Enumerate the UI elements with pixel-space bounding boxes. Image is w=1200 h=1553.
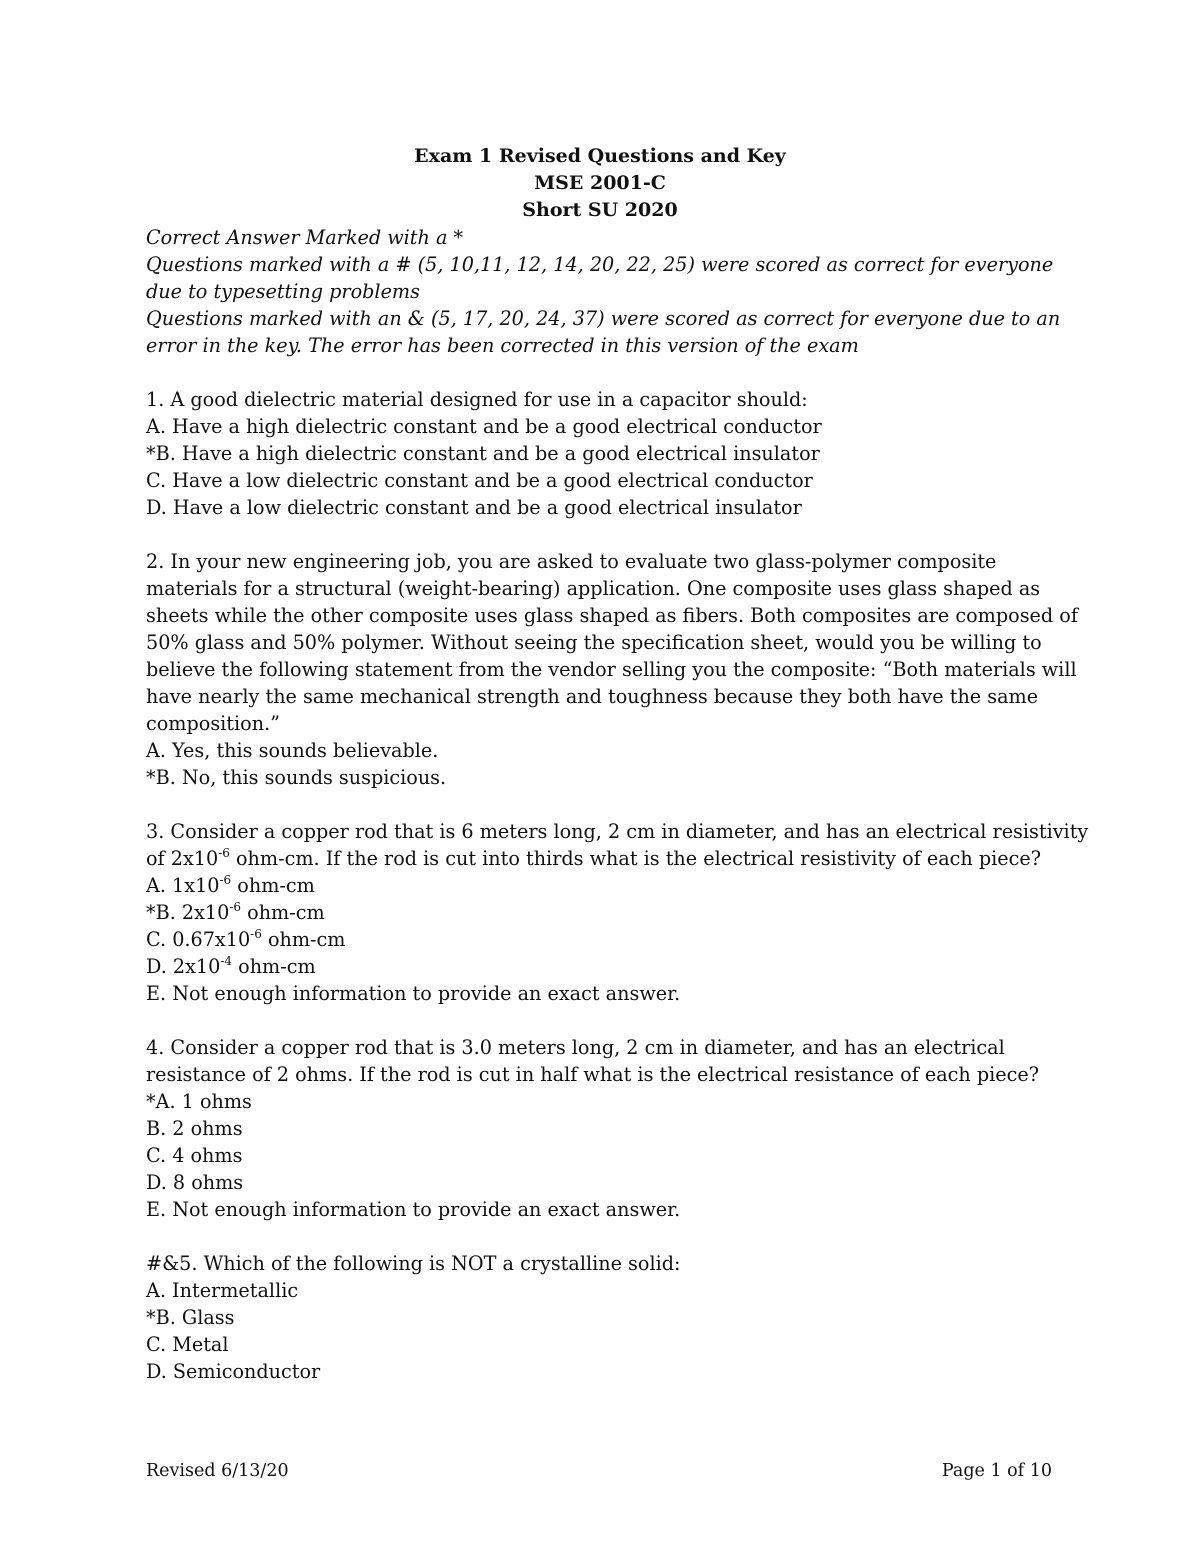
text-run: A. 1x10	[146, 874, 220, 897]
question-5	[146, 1250, 1056, 1385]
question-stem-line: believe the following statement from the vendor selling you the composite: “Both materials will	[146, 658, 1077, 681]
spacer	[146, 1007, 1056, 1034]
question-stem: 1. A good dielectric material designed for use in a capacitor should:	[146, 388, 808, 411]
text-run: ohm-cm. If the rod is cut into thirds what is the electrical resistivity of each piece?	[229, 847, 1042, 870]
question-stem-line: 50% glass and 50% polymer. Without seeing the specification sheet, would you be willing to	[146, 631, 1042, 654]
answer-option: A. Intermetallic	[146, 1279, 299, 1302]
question-stem-line: resistance of 2 ohms. If the rod is cut in half what is the electrical resistance of each piece?	[146, 1063, 1040, 1086]
text-run: ohm-cm	[261, 928, 346, 951]
exponent: -6	[229, 899, 242, 914]
answer-option: D. 8 ohms	[146, 1171, 244, 1194]
note-key-error-line2: error in the key. The error has been corrected in this version of the exam	[146, 334, 859, 357]
exponent: -6	[219, 872, 232, 887]
text-run: ohm-cm	[232, 955, 316, 978]
note-answer-marker: Correct Answer Marked with a *	[146, 226, 464, 249]
notes-block	[146, 224, 1061, 359]
spacer	[146, 359, 1056, 386]
exponent: -6	[250, 926, 262, 941]
exponent: -6	[218, 845, 230, 860]
exam-content	[146, 224, 1089, 1385]
question-stem-line: composition.”	[146, 712, 280, 735]
course-code: MSE 2001-C	[534, 172, 666, 194]
note-key-error-line1: Questions marked with an & (5, 17, 20, 24, 37) were scored as correct for everyone due to an	[146, 307, 1061, 330]
answer-option: C. Have a low dielectric constant and be a good electrical conductor	[146, 469, 813, 492]
answer-option-correct: *B. Have a high dielectric constant and be a good electrical insulator	[146, 442, 820, 465]
answer-option	[146, 872, 1056, 899]
exam-title: Exam 1 Revised Questions and Key	[414, 145, 786, 167]
spacer	[146, 1223, 1056, 1250]
text-run: ohm-cm	[231, 874, 315, 897]
question-stem-line: have nearly the same mechanical strength and toughness because they both have the same	[146, 685, 1039, 708]
text-run: ohm-cm	[241, 901, 325, 924]
question-1	[146, 386, 1056, 521]
answer-option: A. Yes, this sounds believable.	[146, 739, 439, 762]
answer-option-correct: *B. Glass	[146, 1306, 235, 1329]
answer-option-correct: *B. No, this sounds suspicious.	[146, 766, 447, 789]
text-run: D. 2x10	[146, 955, 221, 978]
question-stem-line: 2. In your new engineering job, you are asked to evaluate two glass-polymer composite	[146, 550, 997, 573]
title-block	[0, 143, 1200, 224]
text-run: of 2x10	[146, 847, 219, 870]
question-stem-line: 4. Consider a copper rod that is 3.0 meters long, 2 cm in diameter, and has an electrical	[146, 1036, 1005, 1059]
spacer	[146, 791, 1056, 818]
answer-option	[146, 926, 1056, 953]
note-typesetting-line2: due to typesetting problems	[146, 280, 420, 303]
question-4	[146, 1034, 1056, 1223]
note-typesetting-line1: Questions marked with a # (5, 10,11, 12, 14, 20, 22, 25) were scored as correct for everyone	[146, 253, 1054, 276]
spacer	[146, 521, 1056, 548]
answer-option-correct: *A. 1 ohms	[146, 1090, 252, 1113]
text-run: *B. 2x10	[146, 901, 230, 924]
answer-option: C. 4 ohms	[146, 1144, 243, 1167]
answer-option: A. Have a high dielectric constant and be a good electrical conductor	[146, 415, 822, 438]
question-stem-line: materials for a structural (weight-bearing) application. One composite uses glass shaped as	[146, 577, 1041, 600]
text-run: C. 0.67x10	[146, 928, 251, 951]
answer-option: D. Have a low dielectric constant and be a good electrical insulator	[146, 496, 802, 519]
answer-option-correct	[146, 899, 1056, 926]
question-stem: #&5. Which of the following is NOT a crystalline solid:	[146, 1252, 681, 1275]
answer-option: B. 2 ohms	[146, 1117, 243, 1140]
question-stem-line: 3. Consider a copper rod that is 6 meters long, 2 cm in diameter, and has an electrical resistivity	[146, 820, 1089, 843]
term: Short SU 2020	[522, 199, 678, 221]
answer-option: D. Semiconductor	[146, 1360, 321, 1383]
footer-page-number: Page 1 of 10	[941, 1461, 1052, 1481]
footer-revised-date: Revised 6/13/20	[146, 1461, 289, 1481]
answer-option: C. Metal	[146, 1333, 229, 1356]
question-stem-line	[146, 845, 1056, 872]
question-stem-line: sheets while the other composite uses glass shaped as fibers. Both composites are composed of	[146, 604, 1078, 627]
exponent: -4	[220, 953, 233, 968]
answer-option	[146, 953, 1056, 980]
question-3	[146, 818, 1089, 1007]
answer-option: E. Not enough information to provide an exact answer.	[146, 982, 681, 1005]
question-2	[146, 548, 1078, 791]
answer-option: E. Not enough information to provide an exact answer.	[146, 1198, 681, 1221]
